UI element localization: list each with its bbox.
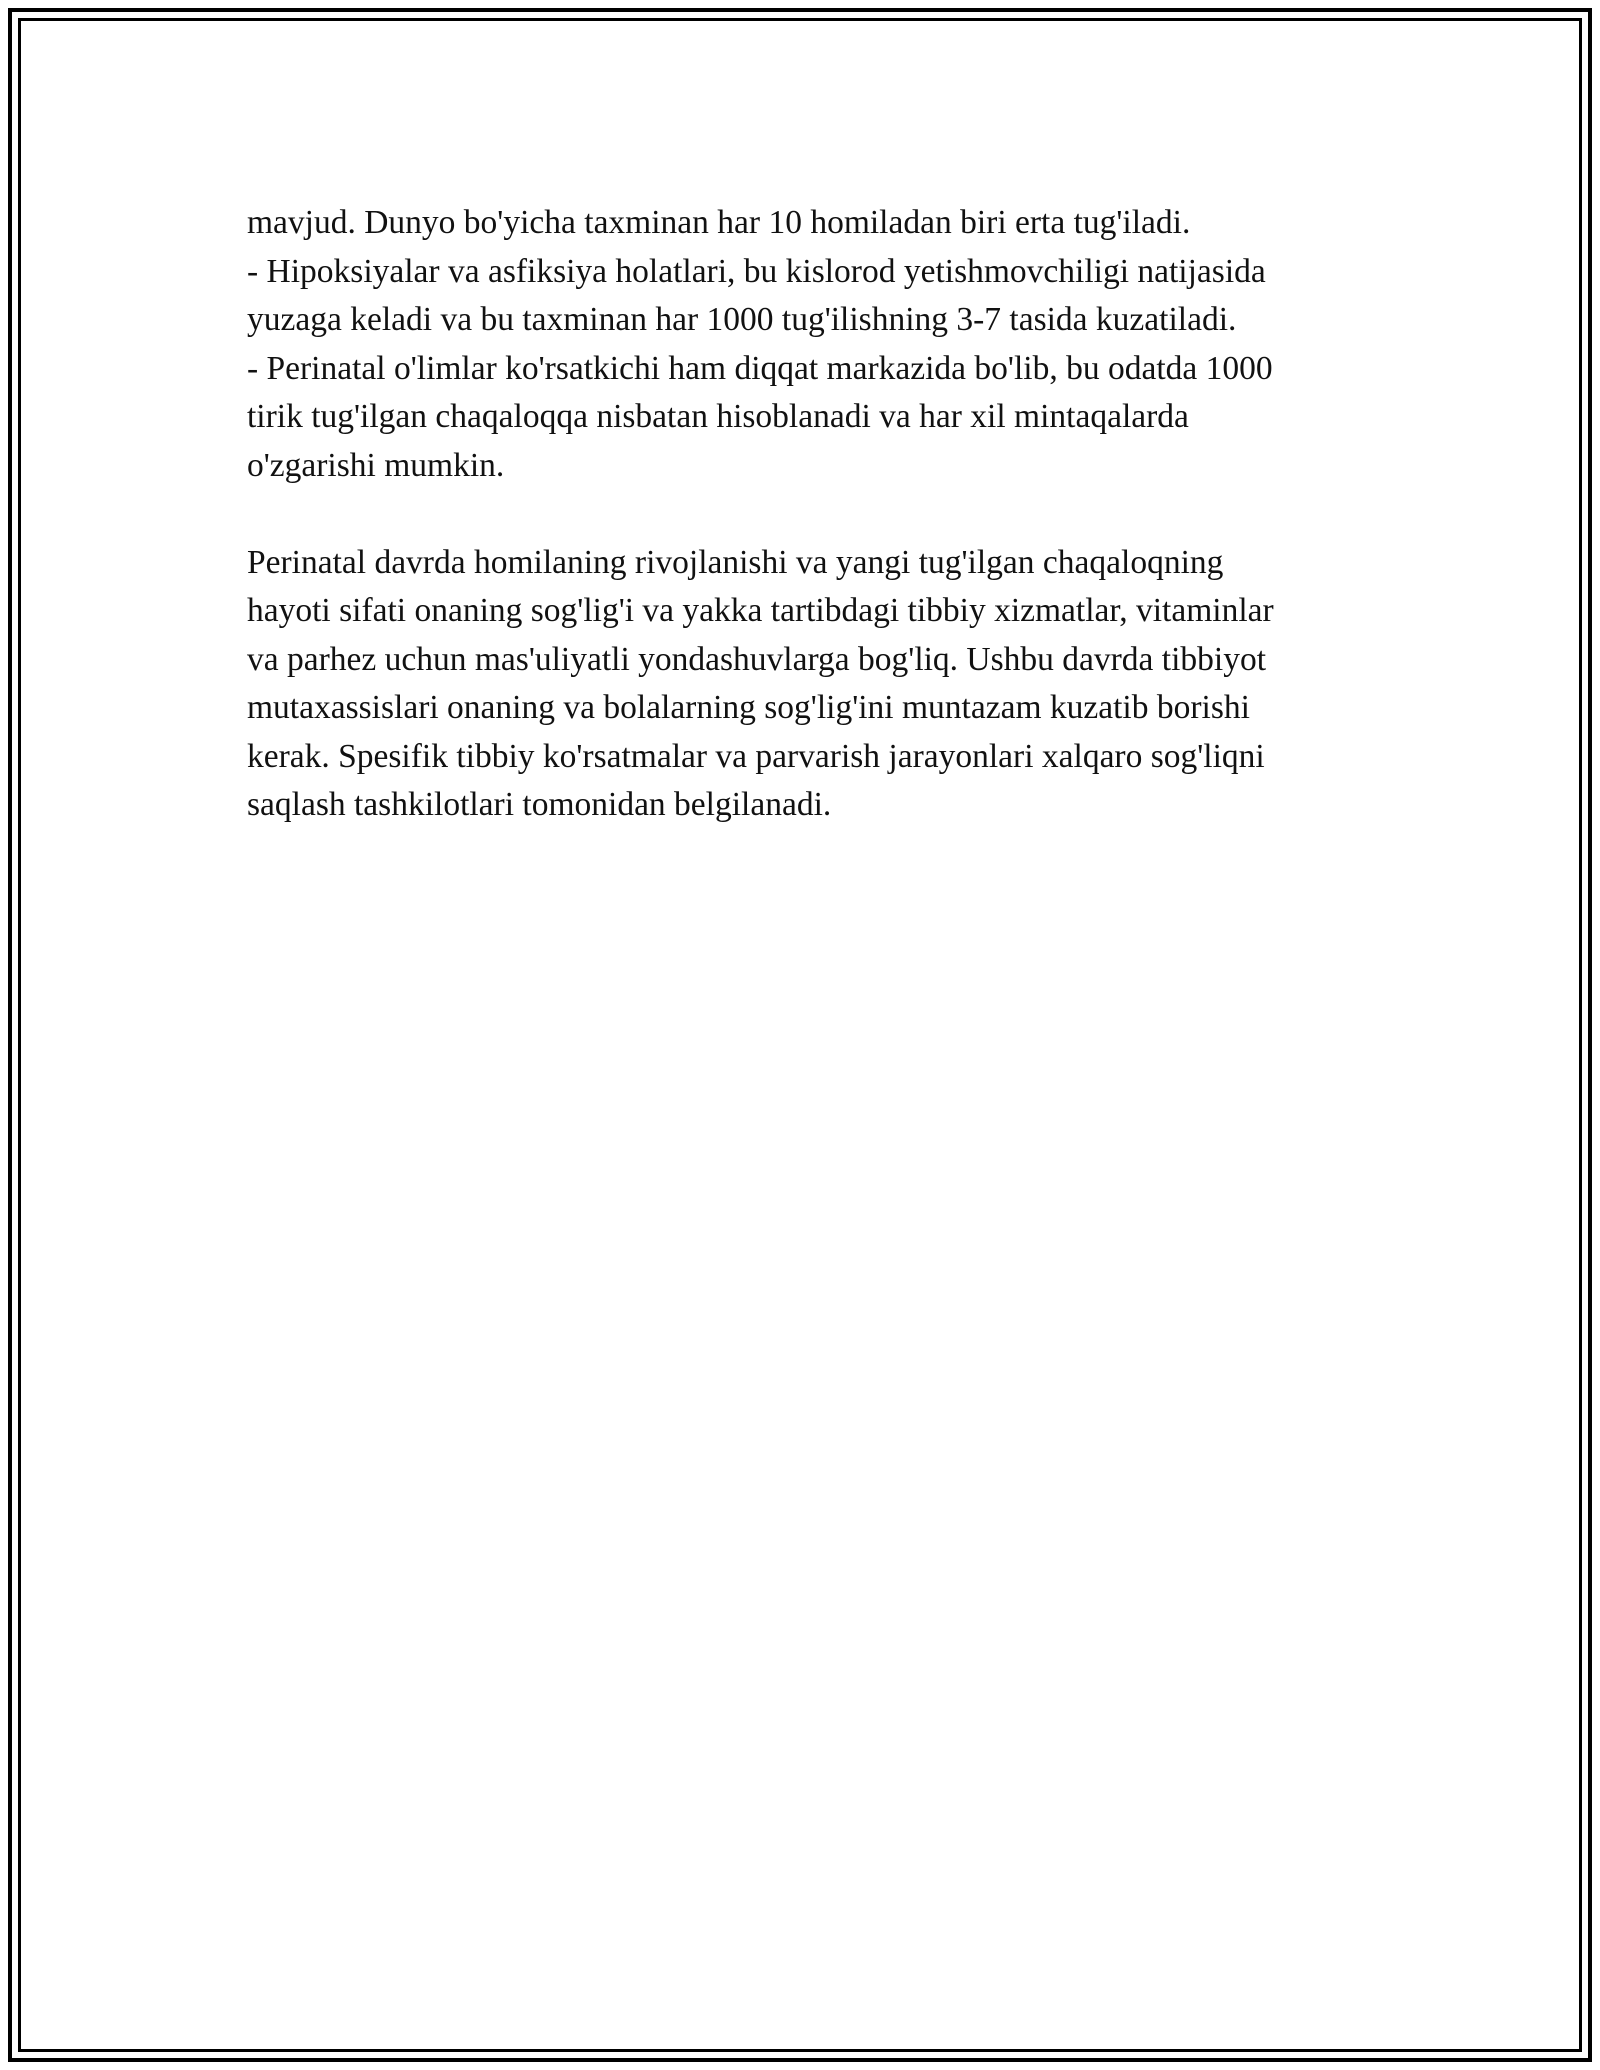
text-line: mavjud. Dunyo bo'yicha taxminan har 10 homiladan biri erta tug'iladi. bbox=[247, 204, 1191, 241]
text-line: - Hipoksiyalar va asfiksiya holatlari, bu kislorod yetishmovchiligi natijasida bbox=[247, 252, 1266, 290]
paragraph-spacer bbox=[247, 490, 1387, 539]
text-line: mutaxassislari onaning va bolalarning sog'lig'ini muntazam kuzatib borishi bbox=[247, 689, 1250, 726]
text-line: kerak. Spesifik tibbiy ko'rsatmalar va parvarish jarayonlari xalqaro sog'liqni bbox=[247, 737, 1265, 775]
text-line: va parhez uchun mas'uliyatli yondashuvlarga bog'liq. Ushbu davrda tibbiyot bbox=[247, 640, 1267, 678]
text-line: Perinatal davrda homilaning rivojlanishi va yangi tug'ilgan chaqaloqning bbox=[247, 543, 1224, 581]
text-line: - Perinatal o'limlar ko'rsatkichi ham diqqat markazida bo'lib, bu odatda 1000 bbox=[247, 349, 1273, 387]
text-line: saqlash tashkilotlari tomonidan belgilanadi. bbox=[247, 786, 832, 823]
document-body bbox=[247, 199, 1387, 830]
paragraph-1 bbox=[247, 199, 1387, 490]
paragraph-2 bbox=[247, 539, 1387, 830]
page-frame bbox=[8, 8, 1592, 2062]
text-line: hayoti sifati onaning sog'lig'i va yakka tartibdagi tibbiy xizmatlar, vitaminlar bbox=[247, 592, 1274, 629]
text-line: o'zgarishi mumkin. bbox=[247, 446, 505, 484]
text-line: tirik tug'ilgan chaqaloqqa nisbatan hisoblanadi va har xil mintaqalarda bbox=[247, 398, 1189, 435]
text-line: yuzaga keladi va bu taxminan har 1000 tug'ilishning 3-7 tasida kuzatiladi. bbox=[247, 301, 1237, 338]
